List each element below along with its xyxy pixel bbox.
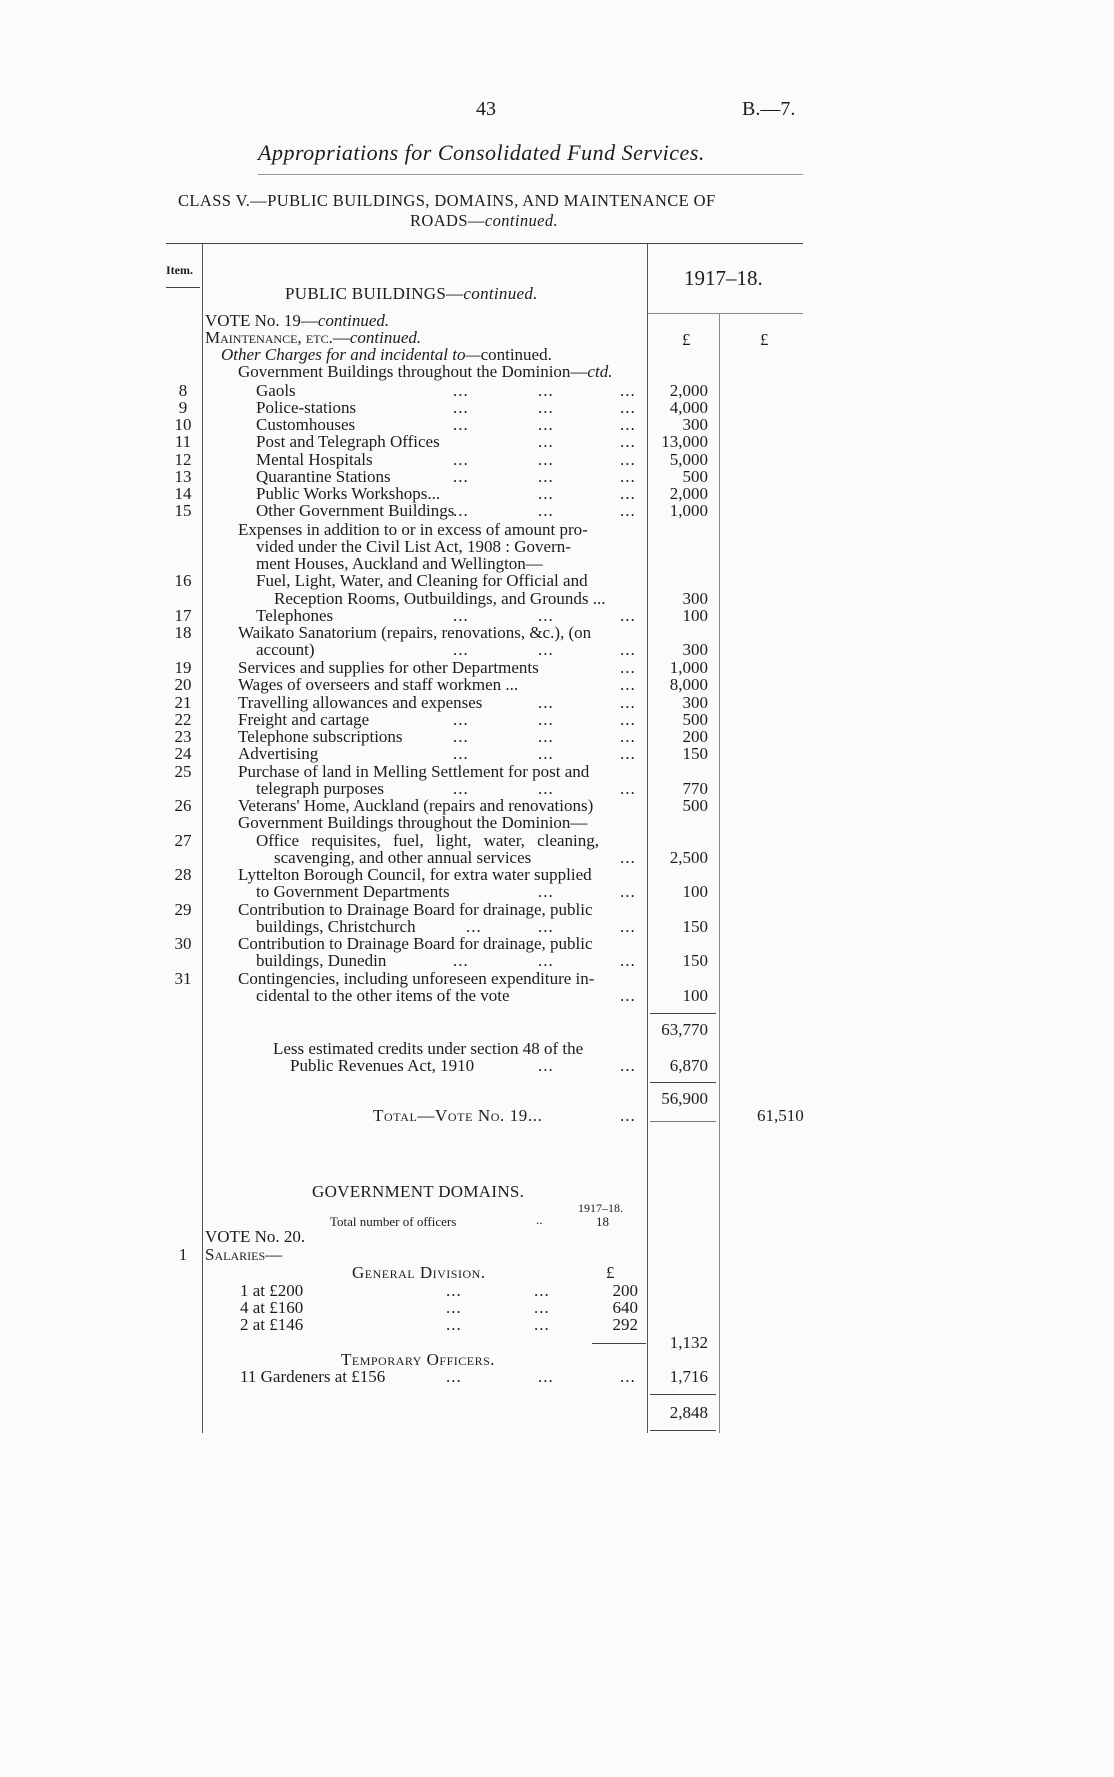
- item-30-line-1: Contribution to Drainage Board for drainage, public: [238, 934, 593, 953]
- leader-dots: ...: [620, 744, 636, 763]
- salary-row-amount: 292: [612, 1315, 638, 1334]
- item-amount: 300: [682, 693, 708, 712]
- section-public-buildings-main: PUBLIC BUILDINGS—: [285, 284, 464, 303]
- item-amount: 1,000: [669, 658, 708, 677]
- leader-dots: ...: [538, 882, 554, 901]
- item-number: 20: [174, 675, 192, 694]
- item-31-line-1: Contingencies, including unforeseen expenditure in-: [238, 969, 595, 988]
- leader-dots: ...: [538, 467, 554, 486]
- item-amount: 300: [682, 589, 708, 608]
- leader-dots: ...: [446, 1298, 462, 1317]
- general-division-pound: £: [606, 1263, 615, 1282]
- section-public-buildings: [285, 284, 538, 303]
- item-29-line-1: Contribution to Drainage Board for drainage, public: [238, 900, 593, 919]
- total-vote-19-amount: 61,510: [757, 1106, 804, 1125]
- leader-dots: ...: [620, 432, 636, 451]
- item-27-line-1: Office requisites, fuel, light, water, cleaning,: [256, 831, 600, 850]
- salaries-heading: Salaries—: [205, 1245, 283, 1264]
- leader-dots: ...: [534, 1298, 550, 1317]
- other-charges-italic: Other Charges for and incidental to—: [221, 345, 481, 364]
- item-amount: 200: [682, 727, 708, 746]
- leader-dots: ...: [620, 398, 636, 417]
- less-credits-line-1: Less estimated credits under section 48 of the: [273, 1039, 584, 1058]
- item-amount: 2,000: [669, 484, 708, 503]
- leader-dots: ...: [453, 727, 469, 746]
- leader-dots: ...: [538, 484, 554, 503]
- class-title-line2: [410, 211, 558, 231]
- leader-dots: ...: [538, 450, 554, 469]
- leader-dots: ...: [620, 381, 636, 400]
- item-label: Customhouses: [256, 415, 356, 434]
- leader-dots: ...: [620, 484, 636, 503]
- leader-dots: ...: [620, 917, 636, 936]
- item-amount: 2,000: [669, 381, 708, 400]
- item-amount: 150: [682, 951, 708, 970]
- item-amount: 100: [682, 986, 708, 1005]
- item-amount: 4,000: [669, 398, 708, 417]
- item-column-rule: [202, 243, 203, 1433]
- leader-dots: ...: [620, 779, 636, 798]
- maintenance-italic: continued.: [349, 328, 422, 347]
- item-28-line-2: to Government Departments: [256, 882, 450, 901]
- item-25-line-2: telegraph purposes: [256, 779, 384, 798]
- item-number: 24: [174, 744, 192, 763]
- subtotal-rule: [650, 1013, 716, 1014]
- vote-20-rule: [650, 1394, 716, 1395]
- leader-dots: ...: [453, 640, 469, 659]
- item-amount: 300: [682, 640, 708, 659]
- leader-dots: ...: [453, 779, 469, 798]
- page-heading: Appropriations for Consolidated Fund Services.: [258, 140, 705, 165]
- salary-row-label: 2 at £146: [240, 1315, 304, 1334]
- item-amount: 100: [682, 882, 708, 901]
- leader-dots: ...: [538, 779, 554, 798]
- leader-dots: ...: [538, 398, 554, 417]
- leader-dots: ...: [534, 1281, 550, 1300]
- general-division-heading: General Division.: [352, 1263, 486, 1282]
- leader-dots: ...: [538, 415, 554, 434]
- item-16-line-1: Fuel, Light, Water, and Cleaning for Official and: [256, 571, 588, 590]
- leader-dots: ...: [538, 693, 554, 712]
- item-label: Public Works Workshops...: [256, 484, 441, 503]
- vote-20-heading: VOTE No. 20.: [205, 1227, 306, 1246]
- leader-dots: ...: [538, 917, 554, 936]
- item-label: Other Government Buildings: [256, 501, 455, 520]
- total-vote-19-label: Total—Vote No. 19...: [373, 1106, 543, 1125]
- leader-dots: ...: [620, 1056, 636, 1075]
- leader-dots: ...: [453, 415, 469, 434]
- net-amount: 56,900: [661, 1089, 708, 1108]
- leader-dots: ...: [620, 415, 636, 434]
- item-label: Police-stations: [256, 398, 357, 417]
- vote-20-under-rule: [650, 1430, 716, 1431]
- expenses-line-2: vided under the Civil List Act, 1908 : Govern-: [256, 537, 571, 556]
- total-column-rule: [719, 313, 720, 1433]
- leader-dots: ...: [538, 1056, 554, 1075]
- gardeners-label: 11 Gardeners at £156: [240, 1367, 386, 1386]
- salary-subtotal: 1,132: [669, 1333, 708, 1352]
- leader-dots: ...: [620, 467, 636, 486]
- year-column-header: 1917–18.: [684, 266, 763, 290]
- officers-count: 18: [596, 1214, 609, 1229]
- leader-dots: ...: [620, 951, 636, 970]
- item-amount: 1,000: [669, 501, 708, 520]
- item-29-line-2: buildings, Christchurch: [256, 917, 416, 936]
- expenses-line-3: ment Houses, Auckland and Wellington—: [256, 554, 543, 573]
- leader-dots: ...: [446, 1367, 462, 1386]
- item-18-line-2: account): [256, 640, 315, 659]
- leader-dots: ...: [620, 727, 636, 746]
- leader-dots: ...: [620, 501, 636, 520]
- pound-sign-col1: £: [682, 330, 691, 349]
- item-label: Gaols: [256, 381, 296, 400]
- less-credits-amount: 6,870: [669, 1056, 708, 1075]
- item-label: Wages of overseers and staff workmen ...: [238, 675, 519, 694]
- other-charges-main: continued.: [480, 345, 552, 364]
- item-31-line-2: cidental to the other items of the vote: [256, 986, 510, 1005]
- leader-dots: ...: [538, 744, 554, 763]
- leader-dots: ...: [538, 727, 554, 746]
- vote-19-italic: continued.: [317, 311, 390, 330]
- item-amount: 500: [682, 467, 708, 486]
- item-25-line-1: Purchase of land in Melling Settlement for post and: [238, 762, 590, 781]
- leader-dots: ...: [446, 1315, 462, 1334]
- leader-dots: ...: [538, 501, 554, 520]
- leader-dots: ...: [620, 986, 636, 1005]
- expenses-line-1: Expenses in addition to or in excess of amount pro-: [238, 520, 588, 539]
- table-top-rule: [166, 243, 803, 244]
- item-28-line-1: Lyttelton Borough Council, for extra water supplied: [238, 865, 592, 884]
- less-credits-line-2: Public Revenues Act, 1910: [290, 1056, 475, 1075]
- item-label: Mental Hospitals: [256, 450, 373, 469]
- item-number: 27: [174, 831, 192, 850]
- item-16-line-2: Reception Rooms, Outbuildings, and Grounds ...: [274, 589, 606, 608]
- item-number: 14: [174, 484, 192, 503]
- item-number: 28: [174, 865, 192, 884]
- leader-dots: ...: [453, 606, 469, 625]
- salary-row-amount: 640: [612, 1298, 638, 1317]
- leader-dots: ...: [620, 1367, 636, 1386]
- heading-rule: [258, 174, 803, 175]
- item-number: 26: [174, 796, 192, 815]
- item-amount: 100: [682, 606, 708, 625]
- item-number: 13: [174, 467, 192, 486]
- officers-dots: ..: [536, 1212, 543, 1227]
- leader-dots: ...: [620, 450, 636, 469]
- item-number: 30: [174, 934, 192, 953]
- class-title-line1: CLASS V.—PUBLIC BUILDINGS, DOMAINS, AND MAINTENANCE OF: [178, 191, 716, 210]
- leader-dots: ...: [538, 381, 554, 400]
- item-label: Quarantine Stations: [256, 467, 391, 486]
- leader-dots: ...: [538, 710, 554, 729]
- item-amount: 13,000: [661, 432, 708, 451]
- salary-row-amount: 200: [612, 1281, 638, 1300]
- salary-row-label: 4 at £160: [240, 1298, 304, 1317]
- leader-dots: ...: [453, 501, 469, 520]
- leader-dots: ...: [466, 917, 482, 936]
- item-amount: 5,000: [669, 450, 708, 469]
- item-amount: 150: [682, 917, 708, 936]
- item-30-line-2: buildings, Dunedin: [256, 951, 387, 970]
- maintenance-main: Maintenance, etc.—: [205, 328, 350, 347]
- leader-dots: ...: [453, 381, 469, 400]
- government-buildings-italic: ctd.: [587, 362, 613, 381]
- item-number: 17: [174, 606, 192, 625]
- item-amount: 500: [682, 710, 708, 729]
- item-number: 8: [178, 381, 188, 400]
- item-number: 18: [174, 623, 192, 642]
- item-amount: 300: [682, 415, 708, 434]
- item-number: 16: [174, 571, 192, 590]
- section-government-domains: GOVERNMENT DOMAINS.: [312, 1182, 525, 1201]
- pound-sign-col2: £: [760, 330, 769, 349]
- class-title-line2-main: ROADS—: [410, 211, 485, 230]
- year-header-rule: [648, 313, 803, 314]
- item-amount: 2,500: [669, 848, 708, 867]
- leader-dots: ...: [620, 710, 636, 729]
- leader-dots: ...: [620, 1106, 636, 1125]
- leader-dots: ...: [534, 1315, 550, 1334]
- item-number: 22: [174, 710, 192, 729]
- item-label: Freight and cartage: [238, 710, 370, 729]
- document-reference: B.—7.: [742, 98, 796, 120]
- leader-dots: ...: [620, 882, 636, 901]
- item-label: Veterans' Home, Auckland (repairs and renovations): [238, 796, 594, 815]
- item-27-line-2: scavenging, and other annual services: [274, 848, 532, 867]
- item-number: 31: [174, 969, 192, 988]
- leader-dots: ...: [453, 710, 469, 729]
- item-amount: 770: [682, 779, 708, 798]
- leader-dots: ...: [620, 675, 636, 694]
- salary-rule: [592, 1343, 646, 1344]
- net-under-rule: [650, 1121, 716, 1122]
- item-amount: 150: [682, 744, 708, 763]
- leader-dots: ...: [620, 640, 636, 659]
- item-label: Post and Telegraph Offices: [256, 432, 440, 451]
- leader-dots: ...: [538, 432, 554, 451]
- leader-dots: ...: [620, 606, 636, 625]
- salary-row-label: 1 at £200: [240, 1281, 304, 1300]
- item-label: Telephone subscriptions: [238, 727, 403, 746]
- leader-dots: ...: [446, 1281, 462, 1300]
- temporary-officers-heading: Temporary Officers.: [341, 1350, 496, 1369]
- item-label: Telephones: [256, 606, 334, 625]
- item-number: 12: [174, 450, 192, 469]
- item-amount: 500: [682, 796, 708, 815]
- item-label: Services and supplies for other Departments: [238, 658, 539, 677]
- officers-year-header: 1917–18.: [578, 1201, 623, 1215]
- vote-19-main: VOTE No. 19—: [205, 311, 318, 330]
- leader-dots: ...: [453, 398, 469, 417]
- item-number: 10: [174, 415, 192, 434]
- leader-dots: ...: [453, 951, 469, 970]
- item-number: 21: [174, 693, 192, 712]
- item-column-header: Item.: [166, 263, 193, 277]
- gardeners-amount: 1,716: [669, 1367, 708, 1386]
- leader-dots: ...: [453, 467, 469, 486]
- item-amount: 8,000: [669, 675, 708, 694]
- item-number: 9: [178, 398, 188, 417]
- government-buildings-heading-2: Government Buildings throughout the Dominion—: [238, 813, 588, 832]
- item-18-line-1: Waikato Sanatorium (repairs, renovations, &c.), (on: [238, 623, 592, 642]
- vote-20-total: 2,848: [669, 1403, 708, 1422]
- leader-dots: ...: [538, 606, 554, 625]
- leader-dots: ...: [538, 951, 554, 970]
- class-title-line2-italic: continued.: [484, 211, 559, 230]
- leader-dots: ...: [538, 1367, 554, 1386]
- item-number: 29: [174, 900, 192, 919]
- item-number: 25: [174, 762, 192, 781]
- section-public-buildings-italic: continued.: [463, 284, 538, 303]
- item-label: Travelling allowances and expenses: [238, 693, 483, 712]
- page-number: 43: [476, 98, 496, 120]
- net-rule: [650, 1082, 716, 1083]
- leader-dots: ...: [620, 693, 636, 712]
- item-number: 23: [174, 727, 192, 746]
- item-number: 19: [174, 658, 192, 677]
- item-number: 1: [178, 1245, 188, 1264]
- item-number: 15: [174, 501, 192, 520]
- government-buildings-main: Government Buildings throughout the Dominion—: [238, 362, 588, 381]
- officers-label: Total number of officers: [330, 1214, 457, 1229]
- leader-dots: ...: [538, 640, 554, 659]
- leader-dots: ...: [620, 658, 636, 677]
- leader-dots: ...: [453, 450, 469, 469]
- leader-dots: ...: [620, 848, 636, 867]
- government-buildings-heading: [238, 362, 612, 381]
- item-header-rule: [166, 287, 200, 288]
- item-label: Advertising: [238, 744, 319, 763]
- item-number: 11: [174, 432, 192, 451]
- leader-dots: ...: [453, 744, 469, 763]
- subtotal-amount: 63,770: [661, 1020, 708, 1039]
- amount-column-rule: [647, 243, 648, 1433]
